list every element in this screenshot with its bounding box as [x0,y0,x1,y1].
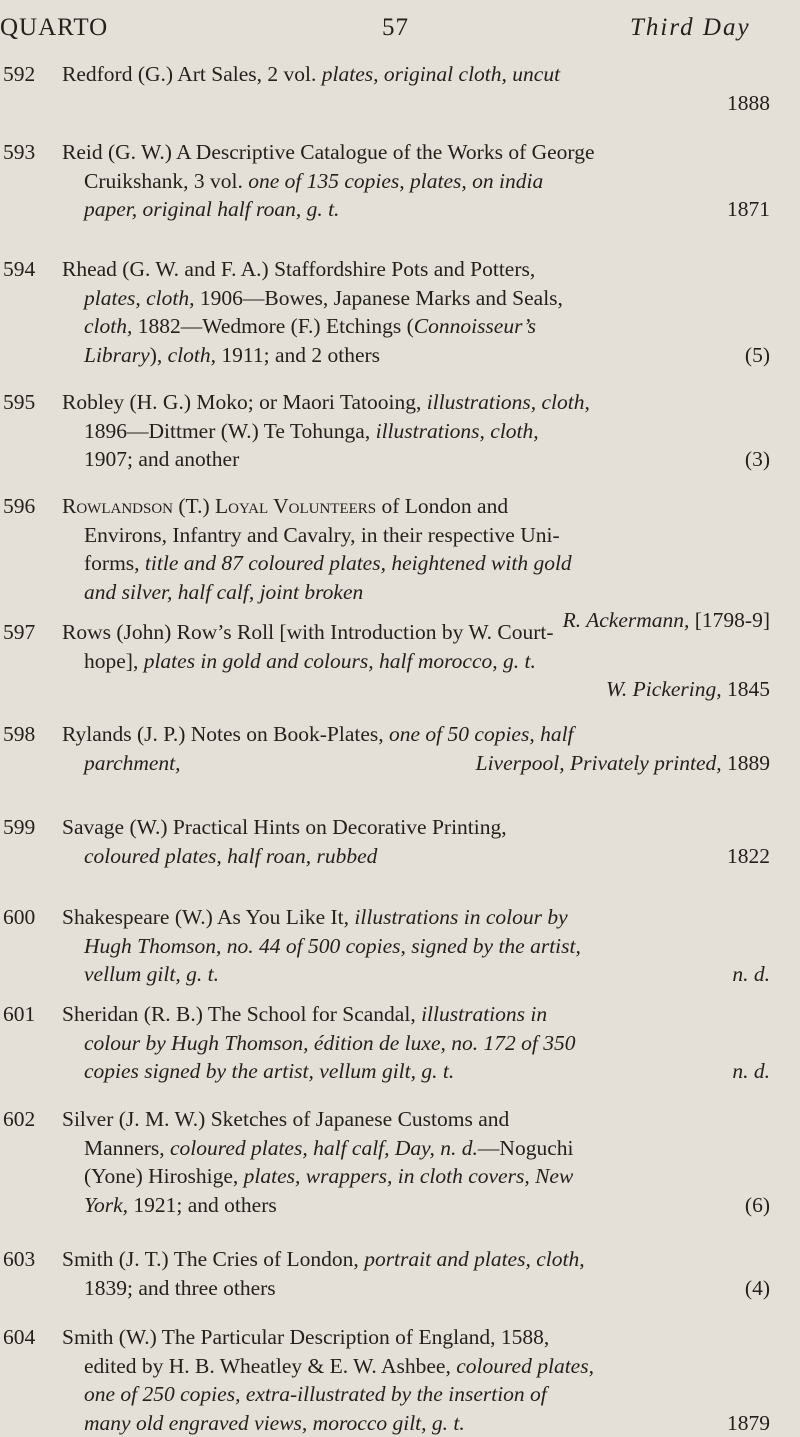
lot-line-text: many old engraved views, morocco gilt, g. t. [84,1409,465,1437]
lot-line [62,138,770,167]
lot-description [62,720,770,777]
lot-line-text: and silver, half calf, joint broken [84,578,363,607]
lot-line [62,1380,770,1409]
lot-number: 594 [3,255,58,283]
lot-description [62,1323,770,1437]
lot-number: 592 [3,60,58,88]
lot-line-date: (5) [745,341,770,370]
lot-line-date: (4) [745,1274,770,1303]
lot-line-text: colour by Hugh Thomson, édition de luxe, no. 172 of 350 [84,1029,575,1058]
lot-number: 602 [3,1105,58,1133]
lot-line-text: copies signed by the artist, vellum gilt, g. t. [84,1057,454,1086]
lot-line-text: Savage (W.) Practical Hints on Decorative Printing, [62,813,507,842]
lot-line [62,1029,770,1058]
lot-line [62,960,770,989]
lot-line [62,1274,770,1303]
lot-line [62,341,770,370]
lot-line-text: Rhead (G. W. and F. A.) Staffordshire Pots and Potters, [62,255,535,284]
lot-description [62,388,770,474]
lot-line [62,388,770,417]
lot-line [62,284,770,313]
lot-line [62,647,770,676]
lot-line [62,675,770,704]
lot-description [62,60,770,117]
lot-line-text: W. Pickering, 1845 [606,675,770,704]
lot-line [62,1162,770,1191]
lot-line-text: Smith (J. T.) The Cries of London, portrait and plates, cloth, [62,1245,585,1274]
lot-line-text: Shakespeare (W.) As You Like It, illustrations in colour by [62,903,568,932]
lot-line [62,842,770,871]
lot-description [62,492,770,635]
lot-line [62,417,770,446]
lot-description [62,903,770,989]
lot-line [62,720,770,749]
lot-line-text: hope], plates in gold and colours, half morocco, g. t. [84,647,536,676]
lot-line-text: parchment, [84,749,181,778]
lot-line-text: Reid (G. W.) A Descriptive Catalogue of the Works of George [62,138,594,167]
lot-line [62,1245,770,1274]
page-header [0,14,800,44]
lot-line-date: (6) [745,1191,770,1220]
lot-line-text: Library), cloth, 1911; and 2 others [84,341,380,370]
lot-line [62,1134,770,1163]
lot-line [62,1352,770,1381]
lot-line-text: York, 1921; and others [84,1191,277,1220]
lot-line-text: Silver (J. M. W.) Sketches of Japanese Customs and [62,1105,509,1134]
lot-line-text: Robley (H. G.) Moko; or Maori Tatooing, illustrations, cloth, [62,388,590,417]
lot-line [62,903,770,932]
lot-line [62,60,770,89]
lot-line-text: Rylands (J. P.) Notes on Book-Plates, one of 50 copies, half [62,720,574,749]
lot-line-text: vellum gilt, g. t. [84,960,219,989]
lot-number: 593 [3,138,58,166]
lot-number: 599 [3,813,58,841]
lot-line-text: 1907; and another [84,445,239,474]
lot-line-text: plates, cloth, 1906—Bowes, Japanese Marks and Seals, [84,284,563,313]
lot-description [62,1000,770,1086]
lot-line [62,749,770,778]
lot-description [62,813,770,870]
lot-line-text: (Yone) Hiroshige, plates, wrappers, in cloth covers, New [84,1162,573,1191]
lot-line-date: 1879 [727,1409,770,1437]
lot-description [62,1245,770,1302]
lot-line [62,492,770,521]
lot-line-text: Smith (W.) The Particular Description of England, 1588, [62,1323,549,1352]
lot-line [62,1057,770,1086]
lot-line-date: n. d. [732,1057,770,1086]
lot-line [62,549,770,578]
lot-description [62,1105,770,1219]
lot-line [62,1323,770,1352]
lot-line [62,618,770,647]
lot-number: 597 [3,618,58,646]
lot-description [62,138,770,224]
lot-number: 600 [3,903,58,931]
lot-line-date: 1888 [727,89,770,118]
lot-line-text: R. Ackermann, [1798-9] [563,606,770,635]
lot-line-text: cloth, 1882—Wedmore (F.) Etchings (Connoisseur’s [84,312,536,341]
lot-line [62,255,770,284]
lot-line [62,312,770,341]
lot-line [62,521,770,550]
lot-line-text: forms, title and 87 coloured plates, heightened with gold [84,549,572,578]
lot-line [62,932,770,961]
lot-number: 604 [3,1323,58,1351]
lot-line-date: n. d. [732,960,770,989]
header-day: Third Day [630,14,751,42]
lot-line-date: 1822 [727,842,770,871]
lot-description [62,618,770,704]
lot-line-text: Cruikshank, 3 vol. one of 135 copies, plates, on india [84,167,543,196]
lot-line-text: coloured plates, half roan, rubbed [84,842,377,871]
lot-line [62,445,770,474]
lot-number: 601 [3,1000,58,1028]
lot-line-text: paper, original half roan, g. t. [84,195,339,224]
lot-line-text: Rows (John) Row’s Roll [with Introduction by W. Court- [62,618,554,647]
lot-line [62,1191,770,1220]
lot-line [62,813,770,842]
lot-line-text: 1839; and three others [84,1274,276,1303]
lot-line-text: Sheridan (R. B.) The School for Scandal, illustrations in [62,1000,547,1029]
header-section: QUARTO [0,14,108,42]
lot-line-text: edited by H. B. Wheatley & E. W. Ashbee, coloured plates, [84,1352,594,1381]
lot-line [62,1105,770,1134]
lot-number: 596 [3,492,58,520]
lot-line [62,1409,770,1437]
lot-line [62,89,770,118]
lot-line-date: 1871 [727,195,770,224]
lot-line-text: one of 250 copies, extra-illustrated by the insertion of [84,1380,547,1409]
lot-line [62,578,770,607]
lot-line-text: Manners, coloured plates, half calf, Day, n. d.—Noguchi [84,1134,573,1163]
page-number: 57 [382,14,409,42]
lot-line-text: Redford (G.) Art Sales, 2 vol. plates, original cloth, uncut [62,60,560,89]
lot-description [62,255,770,369]
lot-line-text: Rowlandson (T.) Loyal Volunteers of London and [62,492,508,521]
lot-line-date: (3) [745,445,770,474]
lot-line-text: Hugh Thomson, no. 44 of 500 copies, signed by the artist, [84,932,581,961]
lot-line [62,195,770,224]
lot-number: 598 [3,720,58,748]
lot-number: 603 [3,1245,58,1273]
lot-line [62,167,770,196]
lot-line [62,1000,770,1029]
lot-line-date: Liverpool, Privately printed, 1889 [476,749,770,778]
lot-line-text: 1896—Dittmer (W.) Te Tohunga, illustrations, cloth, [84,417,539,446]
lot-number: 595 [3,388,58,416]
lot-line-text: Environs, Infantry and Cavalry, in their respective Uni- [84,521,560,550]
